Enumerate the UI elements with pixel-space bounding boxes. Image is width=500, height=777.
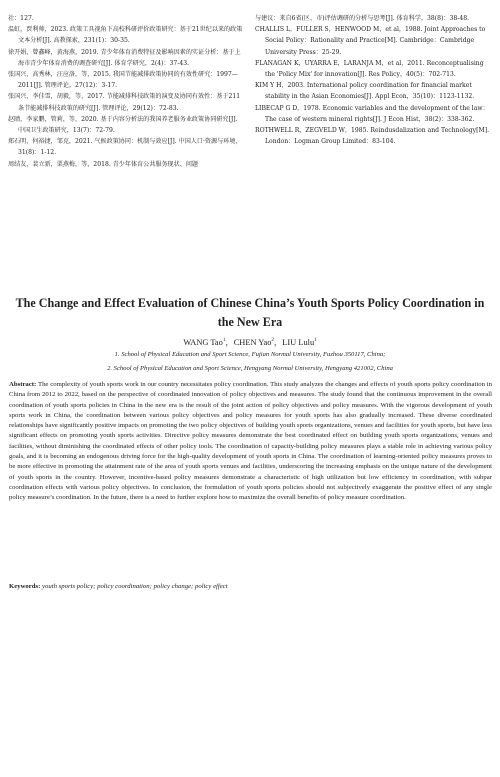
references-right-column bbox=[255, 13, 492, 170]
reference-entry: LIBECAP G D，1978. Economic variables and the development of the law：The case of western mineral rights[J]. J Econ Hist，38(2)：338-362. bbox=[255, 104, 489, 123]
references-left-column bbox=[8, 13, 245, 170]
reference-entry: 徐开娟，曾鑫峰，黄海燕，2019. 青少年体育消费特征及影响因素的实证分析：基于上海市青少年体育消费的调查研究[J]. 体育学研究，2(4)：37-43. bbox=[8, 48, 241, 67]
references-section bbox=[8, 13, 492, 170]
keywords-text: youth sports policy; policy coordination; policy change; policy effect bbox=[40, 583, 228, 590]
affiliation: 1. School of Physical Education and Sport Science, Fujian Normal University, Fuzhou 350117, China; bbox=[114, 351, 386, 358]
paper-title: The Change and Effect Evaluation of Chinese China’s Youth Sports Policy Coordination in the New Era bbox=[15, 296, 485, 329]
reference-entry: FLANAGAN K，UYARRA E，LARANJA M，et al，2011. Reconceptualising the 'Policy Mix' for innovation[J]. Res Policy，40(5)：702-713. bbox=[255, 59, 484, 79]
affiliation: 2. School of Physical Education and Sport Science, Hengyang Normal University, Hengyang 421002, China bbox=[107, 365, 393, 372]
reference-entry: KIM Y H，2003. International policy coordination for financial market stability in the Asian Economies[J]. Appl Econ，35(10)：1123-1132. bbox=[255, 82, 475, 101]
author-line bbox=[0, 336, 500, 348]
reference-entry: 张国兴，高秀林，汪应洛，等，2015. 我国节能减排政策协同的有效性研究：1997—2011[J]. 管理评论，27(12)：3-17. bbox=[8, 71, 238, 90]
author-separator: ， bbox=[225, 338, 234, 347]
author-affiliation-marker: 2 bbox=[271, 338, 274, 344]
reference-entry: 郑石明，何裕捷，邹克，2021. 气候政策协同：机制与效应[J]. 中国人口·资源与环境，31(8)：1-12. bbox=[8, 138, 242, 157]
keywords-label: Keywords: bbox=[9, 583, 41, 590]
author-name: WANG Tao bbox=[183, 338, 223, 347]
author-affiliation-marker: 1 bbox=[222, 338, 226, 344]
reference-entry: 与建议：来自6省(区、市)评估调研的分析与思考[J]. 体育科学，38(8)：38-48. bbox=[255, 15, 470, 22]
reference-entry: 温虹，贾利帅，2023. 政策工具视角下高校科研评价政策研究：基于21世纪以来的政策文本分析[J]. 高教探索，231(1)：30-35. bbox=[8, 26, 243, 45]
reference-entry: 张国兴，李佳雪，胡毅，等，2017. 节能减排科技政策的演变及协同有效性：基于211条节能减排科技政策的研究[J]. 管理评论，29(12)：72-83. bbox=[8, 93, 241, 112]
reference-entry: 周结友，裴立新，栗燕梅，等，2018. 青少年体育公共服务现状、问题 bbox=[8, 160, 199, 168]
author-separator: ， bbox=[273, 338, 283, 347]
reference-entry: ROTHWELL R，ZEGVELD W，1985. Reindusdalization and Technology[M]. London：Logman Group Limited：83-104. bbox=[255, 127, 490, 146]
reference-entry: CHALLIS L，FULLER S，HENWOOD M，et al，1988. Joint Approaches to Social Policy：Rationality and Practice[M]. Cambridge：Cambridge University Press：25-29. bbox=[255, 26, 486, 56]
abstract bbox=[9, 380, 492, 504]
reference-entry: 社：127. bbox=[8, 15, 34, 22]
abstract-label: Abstract: bbox=[9, 381, 37, 388]
reference-entry: 赵睛，李家鹏，管莉，等，2020. 基于内容分析法的我国养老服务业政策协同研究[J]. 中国卫生政策研究，13(7)：72-79. bbox=[8, 115, 238, 135]
author-affiliation-marker: 1 bbox=[314, 338, 317, 344]
abstract-text: The complexity of youth sports work in our country necessitates policy coordination. This study analyzes the changes and effects of youth sports policy coordination in China from 2012 to 2022, based on the perspective of coordinated innovation of policy objectives and measures. The study found that the continuous improvement in the overall coordination of youth sports policies in China in the new era is the result of the joint action of policy objectives and policy measures. With the vigorous development of youth sports work in China, the coordination between various policy objectives and policy measures for youth sports has also gradually increased. These diverse coordinated relationships have significantly positive impacts on promoting the two policy objectives of building youth sports organizations, venues and facilities for youth sports, but have less significant effects on promoting youth sports activities. Directive policy measures demonstrate the best coordinated effect on building youth sports organizations, venues and facilities, without diminishing the coordinated effects of other policy tools. The coordination of capacity-building policy measures plays a stable role in achieving various policy goals, and it is becoming an endogenous driving force for the high-quality development of youth sports in China. The coordination of learning-oriented policy measures proves to be more effective in promoting the attainment rate of the area of youth sports venues and facilities, underscoring the increasing emphasis on the unique nature of the development of youth sports in the country. However, incentive-based policy measures demonstrate a characteristic of high utilization but low efficiency in coordination, with subpar coordination effects with various policy objectives. In conclusion, the formulation of youth sports policies should not subjectively exaggerate the positive effect of any single policy measure’s coordination. In the future, there is a need to further explore how to maximize the overall benefits of policy measure coordination. bbox=[9, 381, 492, 502]
keywords bbox=[9, 582, 492, 592]
author-name: LIU Lulu bbox=[282, 338, 315, 347]
author-name: CHEN Yao bbox=[233, 338, 272, 347]
